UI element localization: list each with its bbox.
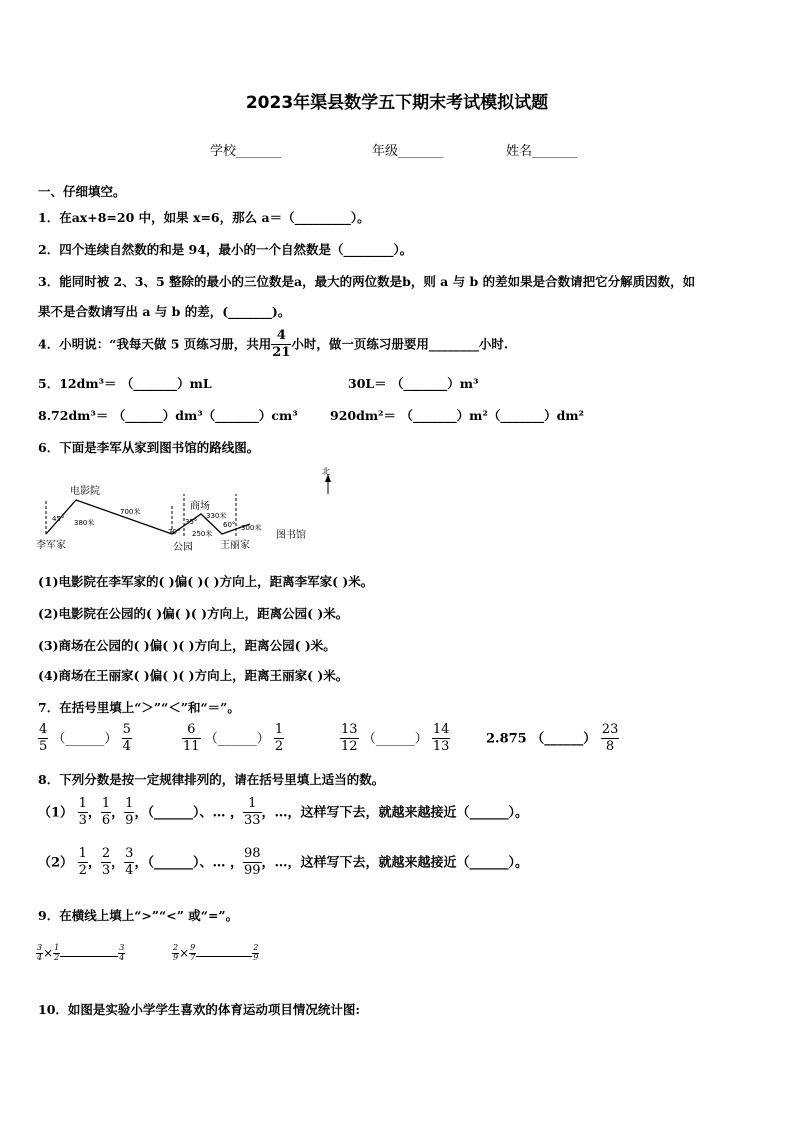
- times-sign: ×: [43, 945, 54, 960]
- place-library: 图书馆: [276, 530, 306, 541]
- name-field: [506, 140, 578, 159]
- fraction: $\frac{3}{4}$: [37, 943, 43, 962]
- question-6-item-2: (2)电影院在公园的( )偏( )( )方向上，距离公园( )米。: [38, 606, 349, 621]
- q9-expression-2: [172, 944, 259, 963]
- sequence-blank: （______）、… ，: [147, 855, 243, 871]
- fraction: $\frac{98}{99}$: [244, 846, 261, 879]
- question-6-item-4: (4)商场在王丽家( )偏( )( )方向上，距离王丽家( )米。: [38, 668, 349, 683]
- answer-blank: （______）: [531, 731, 597, 747]
- fraction: $\frac{1}{2}$: [274, 722, 284, 755]
- label-330m: 330米: [206, 512, 227, 520]
- question-5-c: 8.72dm³＝ （______）dm³（_______）cm³: [38, 408, 298, 423]
- question-6: 6．下面是李军从家到图书馆的路线图。: [38, 440, 260, 455]
- fraction: $\frac{6}{11}$: [183, 722, 200, 755]
- question-10: 10．如图是实验小学学生喜欢的体育运动项目情况统计图:: [38, 1002, 361, 1017]
- place-mall: 商场: [190, 501, 210, 512]
- decimal-value: 2.875: [486, 731, 527, 747]
- question-8: 8．下列分数是按一定规律排列的，请在括号里填上适当的数。: [38, 772, 385, 787]
- label-700m: 700米: [120, 508, 141, 516]
- place-cinema: 电影院: [70, 486, 100, 497]
- place-park: 公园: [173, 542, 193, 553]
- answer-line: [60, 956, 118, 957]
- fraction: $\frac{1}{2}$: [54, 943, 60, 962]
- label-angle-45: 45°: [52, 515, 65, 523]
- fraction: $\frac{3}{4}$: [119, 943, 125, 962]
- question-1: 1．在ax+8=20 中，如果 x=6，那么 a＝（_________）。: [38, 210, 370, 225]
- question-9: 9．在横线上填上“>”“<” 或“=”。: [38, 908, 239, 923]
- page-title: 2023年渠县数学五下期末考试模拟试题: [245, 93, 549, 113]
- grade-field: [372, 140, 444, 159]
- fraction: $\frac{1}{6}$: [101, 796, 111, 829]
- route-map: [36, 464, 336, 560]
- question-3-line2: 果不是合数请写出 a 与 b 的差，(_______)。: [38, 304, 291, 319]
- sequence-tail: ，…，这样写下去，就越来越接近（______）。: [261, 805, 529, 821]
- q7-compare-1: [38, 722, 132, 756]
- fraction: $\frac{2}{3}$: [101, 846, 111, 879]
- q9-expression-1: [36, 944, 125, 963]
- label-angle-35: 35°: [185, 518, 198, 526]
- sequence-tail: ，…，这样写下去，就越来越接近（______）。: [261, 855, 529, 871]
- answer-line: [196, 956, 252, 957]
- sequence-blank: （______）、… ，: [147, 805, 243, 821]
- sequence-label: （2）: [38, 855, 74, 871]
- label-380m: 380米: [74, 519, 95, 527]
- label-angle-70: 70°: [168, 528, 181, 536]
- name-label: 姓名: [506, 144, 533, 159]
- answer-blank: （______）: [362, 731, 428, 747]
- question-3-line1: 3．能同时被 2、3、5 整除的最小的三位数是a，最大的两位数是b，则 a 与 b 的差如果是合数请把它分解质因数，如: [38, 274, 696, 289]
- north-label: 北: [322, 467, 330, 476]
- fraction: $\frac{13}{12}$: [341, 722, 358, 755]
- sequence-label: （1）: [38, 805, 74, 821]
- fraction: $\frac{3}{4}$: [125, 846, 134, 879]
- school-blank: _______: [236, 144, 282, 159]
- label-angle-60: 60°: [223, 521, 236, 529]
- fraction: $\frac{14}{13}$: [432, 722, 450, 755]
- answer-blank: （______）: [204, 731, 270, 747]
- q8-sequence-1: （1） $\frac{1}{3}$ ， $\frac{1}{6}$ ， $\frac{1}{9}$ ，（______）、… ， $\frac{1}{33}$ ，…，这样写下去，就越来越接近（______）。: [38, 796, 529, 829]
- fraction: $\frac{23}{8}$: [601, 722, 619, 755]
- grade-label: 年级: [372, 144, 399, 159]
- q7-compare-3: [340, 722, 450, 756]
- fraction: $\frac{1}{33}$: [244, 796, 261, 829]
- q7-compare-2: [182, 722, 284, 756]
- name-blank: _______: [532, 144, 578, 159]
- question-7: 7．在括号里填上“＞”“＜”和“＝”。: [38, 700, 240, 715]
- question-4: [38, 328, 508, 362]
- question-5-d: 920dm²＝ （_______）m²（_______）dm²: [330, 408, 585, 423]
- fraction: $\frac{1}{2}$: [78, 846, 87, 879]
- question-2: 2．四个连续自然数的和是 94，最小的一个自然数是（________）。: [38, 242, 413, 257]
- label-300m: 300米: [241, 524, 262, 532]
- question-6-item-3: (3)商场在公园的( )偏( )( )方向上，距离公园( )米。: [38, 638, 336, 653]
- fraction: $\frac{2}{9}$: [173, 943, 179, 962]
- school-field: [210, 140, 282, 159]
- fraction: $\frac{4}{5}$: [39, 722, 48, 755]
- grade-blank: _______: [398, 144, 444, 159]
- fraction: $\frac{9}{7}$: [190, 943, 196, 962]
- times-sign: ×: [179, 945, 190, 960]
- fraction: $\frac{1}{9}$: [125, 796, 134, 829]
- question-6-item-1: (1)电影院在李军家的( )偏( )( )方向上，距离李军家( )米。: [38, 574, 374, 589]
- fraction: $\frac{2}{9}$: [253, 943, 259, 962]
- q4-text-pre: 4．小明说：“我每天做 5 页练习册，共用: [38, 336, 272, 352]
- q4-fraction: $\frac{4}{21}$: [272, 328, 291, 361]
- label-250m: 250米: [192, 530, 213, 538]
- section-heading: 一、仔细填空。: [38, 184, 126, 199]
- answer-blank: （______）: [52, 731, 118, 747]
- question-5-a: 5．12dm³＝ （_______）mL: [38, 376, 212, 391]
- place-lijun-home: 李军家: [36, 540, 66, 551]
- q4-text-post: 小时，做一页练习册要用________小时.: [291, 336, 509, 352]
- q7-compare-4: [486, 722, 619, 756]
- school-label: 学校: [210, 144, 237, 159]
- place-wangli-home: 王丽家: [220, 540, 250, 551]
- fraction: $\frac{1}{3}$: [78, 796, 87, 829]
- q8-sequence-2: （2） $\frac{1}{2}$ ， $\frac{2}{3}$ ， $\frac{3}{4}$ ，（______）、… ， $\frac{98}{99}$ ，…，这样写下去，就越来越接近（______）。: [38, 846, 529, 879]
- question-5-b: 30L＝ （_______）m³: [348, 376, 479, 391]
- fraction: $\frac{5}{4}$: [122, 722, 131, 755]
